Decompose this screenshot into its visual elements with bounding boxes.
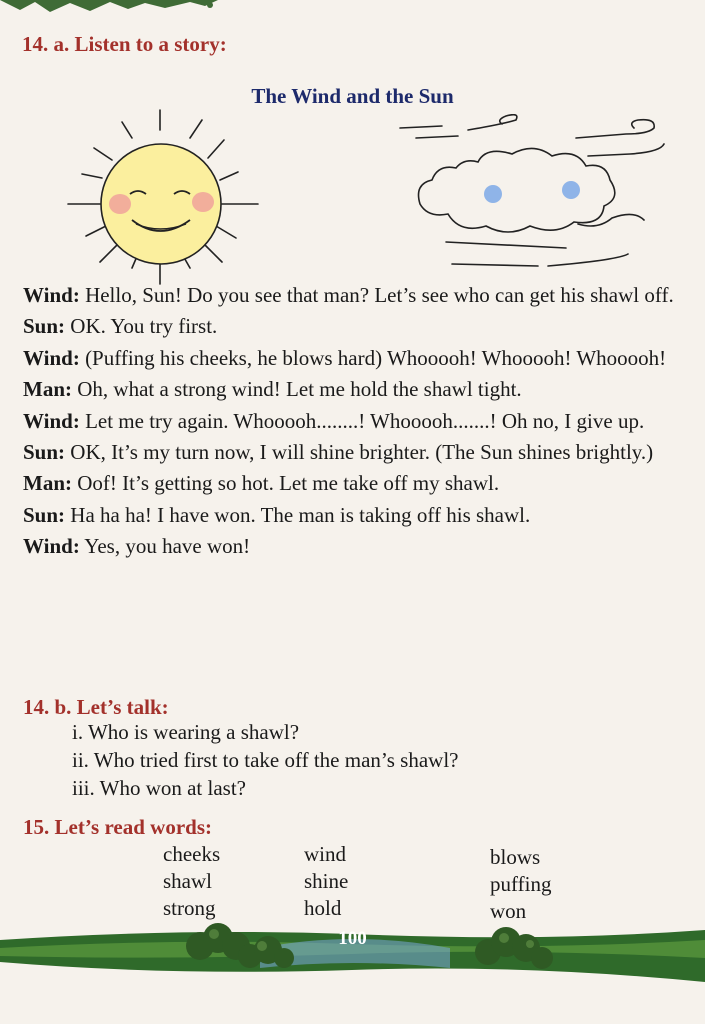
section-14a-heading: 14. a. Listen to a story: [22,32,227,56]
dialogue-text: OK, It’s my turn now, I will shine brighter. (The Sun shines brightly.) [65,440,654,465]
speaker-label: Sun: [23,314,66,339]
speaker-label: Wind: [23,345,80,370]
dialogue-text: Hello, Sun! Do you see that man? Let’s see who can get his shawl off. [79,283,674,307]
wind-cloud-illustration [398,114,670,274]
word-item: shine [304,869,349,893]
section-14b-heading: 14. b. Let’s talk: [23,695,169,719]
question-item: i. Who is wearing a shawl? [72,720,300,744]
page-number: 100 [338,928,367,949]
word-item: hold [304,896,342,920]
word-item: won [490,899,527,923]
dialogue-text: OK. You try first. [65,314,218,339]
question-item: ii. Who tried first to take off the man’s shawl? [72,748,459,772]
speaker-label: Wind: [23,283,80,307]
word-item: blows [490,845,541,869]
dialogue-line [23,500,693,531]
dialogue-text: Yes, you have won! [79,534,251,559]
story-dialogue [23,280,693,563]
speaker-label: Man: [23,471,72,496]
speaker-label: Wind: [23,408,80,433]
dialogue-line [23,468,693,499]
speaker-label: Sun: [23,440,66,465]
speaker-label: Wind: [23,534,80,559]
dialogue-line [23,531,693,562]
dialogue-line [23,437,693,468]
speaker-label: Man: [23,377,72,402]
dialogue-text: Ha ha ha! I have won. The man is taking off his shawl. [65,502,531,527]
word-item: cheeks [163,842,221,866]
top-leaf-decoration [0,0,230,14]
dialogue-text: Oof! It’s getting so hot. Let me take off my shawl. [72,471,500,496]
dialogue-text: (Puffing his cheeks, he blows hard) Whooooh! Whooooh! Whooooh! [79,345,667,370]
word-item: strong [163,896,216,920]
word-item: puffing [490,872,552,896]
story-title: The Wind and the Sun [251,84,454,108]
dialogue-line [23,311,693,342]
section-15-heading: 15. Let’s read words: [23,815,212,839]
dialogue-line [23,343,693,374]
word-item: shawl [163,869,212,893]
word-item: wind [304,842,346,866]
question-item: iii. Who won at last? [72,776,246,800]
dialogue-line [23,374,693,405]
dialogue-text: Let me try again. Whooooh........! Whooooh.......! Oh no, I give up. [79,408,645,433]
dialogue-text: Oh, what a strong wind! Let me hold the shawl tight. [72,377,522,402]
sun-illustration [62,108,262,288]
dialogue-line [23,406,693,437]
question-list [72,718,458,802]
dialogue-line [23,280,693,311]
speaker-label: Sun: [23,502,66,527]
